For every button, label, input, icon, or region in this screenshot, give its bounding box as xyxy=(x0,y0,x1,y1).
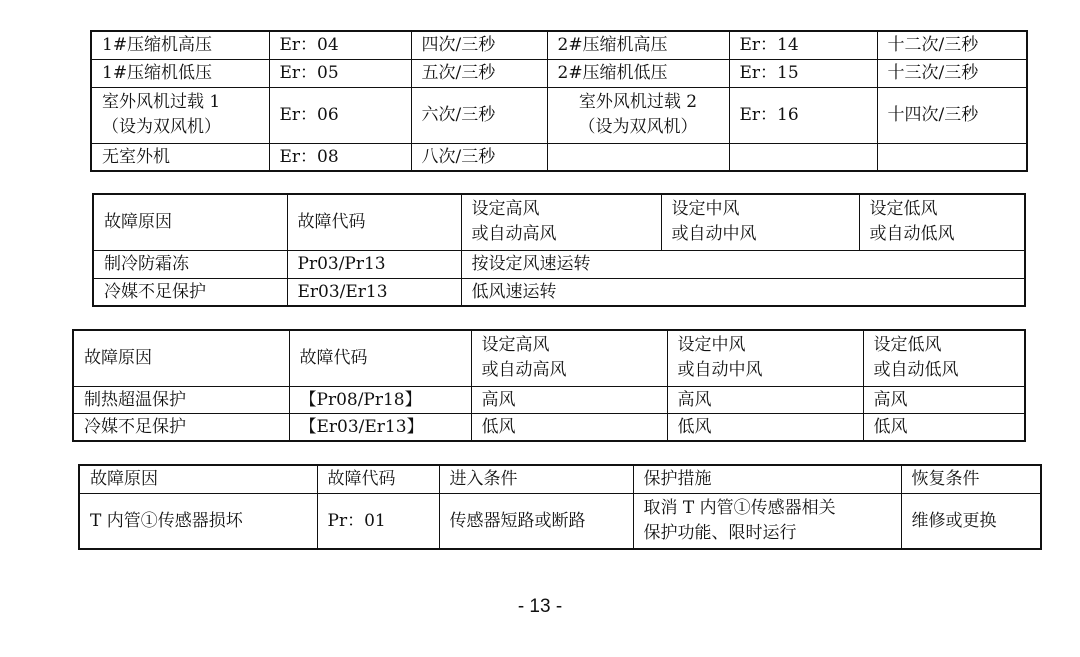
header-fault-code: 故障代码 xyxy=(317,465,439,493)
table-header-row xyxy=(73,330,1025,386)
table-row xyxy=(73,413,1025,441)
code-cell: 【Er03/Er13】 xyxy=(289,413,471,441)
header-fault-cause: 故障原因 xyxy=(79,465,317,493)
sensor-fault-table xyxy=(78,464,1042,550)
empty-cell xyxy=(877,143,1027,171)
fault-cell: 2#压缩机高压 xyxy=(547,31,729,59)
protection-cell xyxy=(633,493,901,549)
code-cell: Pr：01 xyxy=(317,493,439,549)
fault-flash-table xyxy=(90,30,1028,172)
fault-cell: 制热超温保护 xyxy=(73,386,289,413)
code-cell: Er：15 xyxy=(729,59,877,87)
flash-cell: 五次/三秒 xyxy=(411,59,547,87)
high-fan-cell: 低风 xyxy=(471,413,667,441)
header-fault-code: 故障代码 xyxy=(287,194,461,250)
table-row xyxy=(91,31,1027,59)
fault-line: （设为双风机） xyxy=(578,117,698,137)
recovery-cell: 维修或更换 xyxy=(901,493,1041,549)
header-line: 设定低风 xyxy=(873,335,942,356)
fault-line: （设为双风机） xyxy=(102,117,221,137)
mid-fan-cell: 高风 xyxy=(667,386,863,413)
table-row xyxy=(91,143,1027,171)
low-fan-cell: 低风 xyxy=(863,413,1025,441)
header-line: 设定中风 xyxy=(671,199,740,220)
action-cell: 按设定风速运转 xyxy=(461,250,1025,278)
header-mid-fan xyxy=(667,330,863,386)
fault-line: 室外风机过载 2 xyxy=(578,92,698,112)
mid-fan-cell: 低风 xyxy=(667,413,863,441)
header-line: 或自动中风 xyxy=(677,360,763,381)
header-line: 设定低风 xyxy=(869,199,938,220)
action-cell: 低风速运转 xyxy=(461,278,1025,306)
flash-cell: 六次/三秒 xyxy=(411,87,547,143)
table-row xyxy=(73,386,1025,413)
header-line: 或自动中风 xyxy=(671,224,757,245)
header-fault-cause: 故障原因 xyxy=(93,194,287,250)
page-number: - 13 - xyxy=(517,596,563,617)
header-high-fan xyxy=(471,330,667,386)
table-header-row xyxy=(79,465,1041,493)
fault-cell xyxy=(547,87,729,143)
fault-cell: 1#压缩机低压 xyxy=(91,59,269,87)
heating-fan-table xyxy=(72,329,1026,442)
code-cell: Er：16 xyxy=(729,87,877,143)
empty-cell xyxy=(729,143,877,171)
flash-cell: 八次/三秒 xyxy=(411,143,547,171)
flash-cell: 十三次/三秒 xyxy=(877,59,1027,87)
header-protection: 保护措施 xyxy=(633,465,901,493)
fault-cell: T 内管①传感器损坏 xyxy=(79,493,317,549)
table-row xyxy=(79,493,1041,549)
table-row xyxy=(91,87,1027,143)
header-line: 或自动高风 xyxy=(471,224,557,245)
header-line: 设定高风 xyxy=(481,335,550,356)
code-cell: 【Pr08/Pr18】 xyxy=(289,386,471,413)
table-row xyxy=(91,59,1027,87)
fault-cell: 1#压缩机高压 xyxy=(91,31,269,59)
flash-cell: 十二次/三秒 xyxy=(877,31,1027,59)
protection-line: 取消 T 内管①传感器相关 xyxy=(643,497,836,518)
table-row xyxy=(93,250,1025,278)
code-cell: Er：14 xyxy=(729,31,877,59)
header-recovery: 恢复条件 xyxy=(901,465,1041,493)
header-line: 设定中风 xyxy=(677,335,746,356)
header-line: 设定高风 xyxy=(471,199,540,220)
header-line: 或自动低风 xyxy=(873,360,959,381)
code-cell: Er03/Er13 xyxy=(287,278,461,306)
code-cell: Er：08 xyxy=(269,143,411,171)
header-line: 或自动低风 xyxy=(869,224,955,245)
table-header-row xyxy=(93,194,1025,250)
fault-cell: 2#压缩机低压 xyxy=(547,59,729,87)
flash-cell: 四次/三秒 xyxy=(411,31,547,59)
header-fault-cause: 故障原因 xyxy=(73,330,289,386)
header-entry-condition: 进入条件 xyxy=(439,465,633,493)
fault-line: 室外风机过载 1 xyxy=(102,92,221,112)
fault-cell: 冷媒不足保护 xyxy=(73,413,289,441)
code-cell: Er：04 xyxy=(269,31,411,59)
low-fan-cell: 高风 xyxy=(863,386,1025,413)
header-mid-fan xyxy=(661,194,859,250)
fault-cell: 冷媒不足保护 xyxy=(93,278,287,306)
header-fault-code: 故障代码 xyxy=(289,330,471,386)
protection-line: 保护功能、限时运行 xyxy=(643,522,797,543)
high-fan-cell: 高风 xyxy=(471,386,667,413)
fault-cell: 无室外机 xyxy=(91,143,269,171)
fault-cell: 制冷防霜冻 xyxy=(93,250,287,278)
flash-cell: 十四次/三秒 xyxy=(877,87,1027,143)
empty-cell xyxy=(547,143,729,171)
cooling-fan-table xyxy=(92,193,1026,307)
code-cell: Er：05 xyxy=(269,59,411,87)
table-row xyxy=(93,278,1025,306)
header-high-fan xyxy=(461,194,661,250)
code-cell: Er：06 xyxy=(269,87,411,143)
header-line: 或自动高风 xyxy=(481,360,567,381)
entry-condition-cell: 传感器短路或断路 xyxy=(439,493,633,549)
header-low-fan xyxy=(863,330,1025,386)
fault-cell xyxy=(91,87,269,143)
code-cell: Pr03/Pr13 xyxy=(287,250,461,278)
header-low-fan xyxy=(859,194,1025,250)
